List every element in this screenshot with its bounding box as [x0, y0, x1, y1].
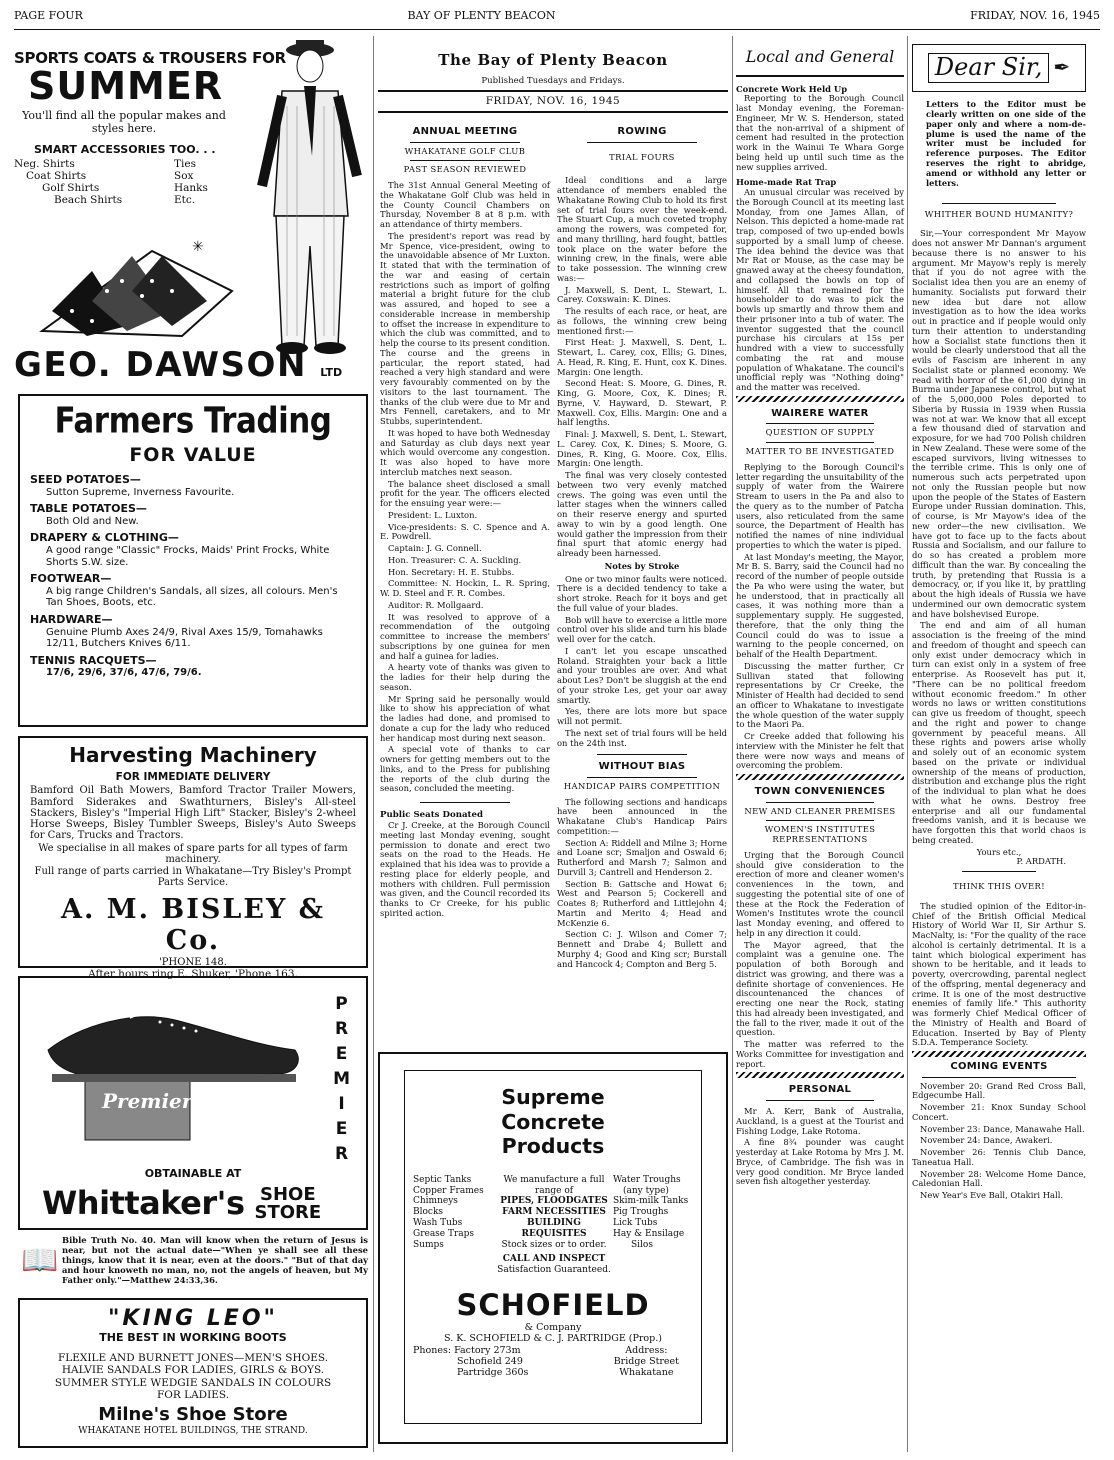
- bisley-after-hours: After hours ring E. Shuker, 'Phone 163.: [88, 968, 298, 981]
- product-item: Copper Frames: [413, 1185, 484, 1196]
- article-paragraph: The next set of trial fours will be held on the 24th inst.: [557, 727, 727, 748]
- officer-line: Auditor: R. Mollgaard.: [388, 599, 484, 610]
- premier-letter: I: [338, 1094, 345, 1114]
- event-item: November 26: Tennis Club Dance, Taneatua Hall.: [912, 1147, 1086, 1167]
- premier-letter: E: [335, 1044, 348, 1064]
- rowing-article: [557, 120, 728, 969]
- event-item: November 24: Dance, Awakeri.: [920, 1135, 1053, 1146]
- letters-column: [912, 36, 1086, 1454]
- article-subheading: HANDICAP PAIRS COMPETITION: [563, 780, 721, 791]
- article-paragraph: Replying to the Borough Council's letter regarding the unsuitability of the supply of water from the Wairere Stream to users in the Pa and also to the query as to the number of Patcha users, also reticulated from the same source, the Department of Health has notified the names of nine individual properties to which the water is piped.: [736, 461, 904, 550]
- product-item: (any type): [623, 1185, 669, 1196]
- article-heading: WITHOUT BIAS: [598, 761, 686, 773]
- dear-sir-text: Dear Sir,: [928, 53, 1049, 83]
- article-paragraph: Bob will have to exercise a little more control over his slide and turn his blade well over for the catch.: [557, 614, 727, 645]
- product-item: Chimneys: [413, 1196, 458, 1207]
- article-paragraph: The matter was referred to the Works Committee for investigation and report.: [736, 1039, 904, 1069]
- whittaker-name: Whittaker's: [42, 1184, 245, 1222]
- bisley-name: A. M. BISLEY & Co.: [61, 894, 325, 957]
- article-subheading: QUESTION OF SUPPLY: [765, 427, 875, 438]
- product-item: Hay & Ensilage: [613, 1228, 685, 1239]
- schofield-mid: FARM NECESSITIES: [502, 1207, 606, 1218]
- article-paragraph: The final was very closely contested between two very evenly matched crews. The going was even until the latter stages when the winners called on their reserve energy and spurted away to win by a good length. One would gather the impression from their final spurt that atomic energy had already been harnessed.: [557, 470, 727, 559]
- shoe-illustration: [40, 990, 305, 1145]
- article-subheading: NEW AND CLEANER PREMISES: [744, 805, 896, 816]
- schofield-name: SCHOFIELD: [456, 1287, 650, 1322]
- letter-paragraph: The studied opinion of the Editor-in-Chief of the British Official Medical History of World War II, Sir Arthur S. MacNalty, is: "For the quality of the race alcohol is certainly detrimental. It is a taint which biological experiment has shown to be heritable, and it leads to poverty, overcrowding, parental neglect of the offspring, mental degeneracy and crime. It is one of the most destructive enemies of family life." This authority was formerly Chief Medical Officer of the Ministry of Health and Board of Education. Inserted by Bay of Plenty S.D.A. Temperance Society.: [912, 900, 1086, 1048]
- product-item: Silos: [631, 1239, 653, 1250]
- premier-letter: P: [335, 994, 348, 1014]
- section-heading: FOOTWEAR—: [30, 572, 112, 586]
- section-heading: SEED POTATOES—: [30, 472, 141, 486]
- dawson-intro: You'll find all the popular makes and styles here.: [22, 109, 226, 136]
- whittaker-ad: [18, 976, 368, 1230]
- letters-notice: Letters to the Editor must be clearly written on one side of the paper only and where a nom-de-plume is used the name of the writer must be included for reference purposes. The Editor reserves the right to abridge, amend or withhold any letter or letters.: [926, 99, 1086, 188]
- officer-line: President: L. Luxton.: [388, 509, 478, 520]
- section-heading: HARDWARE—: [30, 612, 113, 626]
- article-paragraph: One or two minor faults were noticed. There is a decided tendency to take a short stroke. Reach for it boys and get the full value of your blades.: [557, 573, 727, 613]
- letter-paragraph: The end and aim of all human association is the freeing of the mind and freedom of thought and speech can only exist under democracy which in turn can exist only in a system of free enterprise. As Roosevelt has put it, "There can be no political freedom without economic freedom." In other words no laws or written constitutions can give us freedom of thought, speech and the right and power to change government by peaceful means. All these rights and powers arise wholly and solely out of an economic system based on the private or individual ownership of the means of production, distribution and exchange plus the right of the individual to plan what he does with what he owns. Destroy free enterprise and all our fundamental freedoms vanish, and it is because we have forgotten this that world chaos is being created.: [912, 620, 1086, 845]
- ties-illustration: [32, 231, 247, 341]
- article-subheading: MATTER TO BE INVESTIGATED: [745, 446, 895, 457]
- masthead-date: FRIDAY, NOV. 16, 1945: [485, 95, 621, 108]
- masthead: [378, 36, 728, 116]
- article-paragraph: Ideal conditions and a large attendance of members enabled the Whakatane Rowing Club to hold its first set of trial fours over the week-end. The Stuart Cup, a much coveted trophy among the rowers, was competed for, and many thrilling, hard fought, battles took place on the water before the winning crew, in the finals, were able to take possession. The winning crew was:—: [557, 175, 728, 283]
- list-item: Hanks: [174, 181, 208, 194]
- article-heading: WAIRERE WATER: [771, 407, 869, 419]
- paper-title: The Bay of Plenty Beacon: [438, 51, 668, 69]
- article-paragraph: A special vote of thanks to car owners for getting members out to the links, and to the Press for publishing the reports of the club during the season, concluded the meeting.: [380, 744, 550, 794]
- list-item: Coat Shirts: [26, 169, 87, 182]
- article-paragraph: A fine 8¾ pounder was caught yesterday at Lake Rotoma by Mrs J. M. Bryce, of Cambridge. The fish was in very good condition. Mr Bryce landed seven fish altogether yesterday.: [736, 1137, 904, 1187]
- concrete-heading: Concrete Work Held Up: [736, 83, 848, 94]
- dawson-smart: SMART ACCESSORIES TOO. . .: [34, 142, 216, 156]
- whittaker-obtainable: OBTAINABLE AT: [144, 1167, 242, 1180]
- dawson-summer: SUMMER: [28, 64, 224, 109]
- officer-line: Captain: J. G. Connell.: [388, 543, 482, 554]
- schofield-mid: CALL AND INSPECT: [502, 1254, 606, 1265]
- section-body: Both Old and New.: [46, 515, 139, 527]
- svg-text:✳: ✳: [192, 239, 204, 255]
- bisley-body: Bamford Oil Bath Mowers, Bamford Tractor Trailer Mowers, Bamford Siderakes and Swathturners, Bisley's All-steel Stackers, Bisley's "Imperial High Lift" Stacker, Bisley's 2-wheel Horse Sweeps, Bisley Tumbler Sweeps, Bisley's Auto Sweeps for Cars, Trucks and Tractors.: [30, 785, 356, 842]
- bisley-body: Full range of parts carried in Whakatane—Try Bisley's Prompt Parts Service.: [34, 865, 352, 888]
- dawson-headline: SPORTS COATS & TROUSERS FOR: [14, 49, 286, 67]
- dear-sir-banner: [912, 44, 1086, 92]
- schofield-address: Bridge Street: [613, 1355, 679, 1367]
- product-item: Septic Tanks: [413, 1174, 472, 1185]
- premier-letter: M: [333, 1069, 350, 1089]
- schofield-address: Whakatane: [619, 1366, 674, 1378]
- section-heading: TABLE POTATOES—: [30, 502, 147, 516]
- event-item: New Year's Eve Ball, Otakiri Hall.: [920, 1190, 1064, 1201]
- farmers-title: Farmers Trading: [54, 400, 332, 442]
- notes-heading: Notes by Stroke: [604, 560, 680, 571]
- section-heading: TENNIS RACQUETS—: [30, 653, 157, 667]
- list-item: Ties: [174, 157, 196, 170]
- dawson-ltd: LTD: [320, 366, 343, 379]
- whittaker-shoe-store: [254, 1184, 322, 1223]
- schofield-phone: Partridge 360s: [457, 1366, 529, 1378]
- article-paragraph: A hearty vote of thanks was given to the ladies for their help during the season.: [380, 662, 550, 692]
- premier-letter: E: [335, 1119, 348, 1139]
- article-paragraph: The Mayor agreed, that the complaint was a genuine one. The population of both Borough and district was growing, and there was a definite shortage of conveniences. He discountenanced the chances of erecting one near the Rock, stating this had already been investigated, and the fall to the river, made it out of the question.: [736, 939, 904, 1038]
- events-heading: COMING EVENTS: [950, 1061, 1048, 1073]
- article-paragraph: The president's report was read by Mr Spence, vice-president, owing to the unavoidable absence of Mr Luxton. It stated that with the termination of the war and easing of certain restrictions such as import of golfing material a bright future for the club was assured, and hoped to see a considerable increase in membership to offset the increase in expenditure to which the club was committed, and to help the course to its present condition. The course and the greens in particular, the report stated, had reached a very high standard and were very favourably commented on by the visitors to the last tournament. The thanks of the club were due to Mr and Mrs Fennell, caretakers, and to Mr Stubbs, superintendent.: [380, 230, 550, 427]
- premier-box-label: Premier: [102, 1089, 193, 1113]
- article-paragraph: Section C: J. Wilson and Comer 7; Bennett and Drabe 4; Bullett and Murphy 4; Good and King scr; Burstall and Hancock 4; Compton and Berg 5.: [557, 929, 727, 969]
- product-item: Grease Traps: [413, 1228, 475, 1239]
- king-leo-title: "KING LEO": [107, 1306, 279, 1331]
- product-item: Skim-milk Tanks: [613, 1196, 689, 1207]
- list-item: Beach Shirts: [54, 194, 123, 207]
- local-heading: Local and General: [745, 47, 895, 66]
- article-subheading: PAST SEASON REVIEWED: [403, 164, 527, 175]
- premier-letter: R: [334, 1144, 349, 1164]
- schofield-mid: Satisfaction Guaranteed.: [497, 1265, 611, 1276]
- schofield-mid: Stock sizes or to order.: [501, 1239, 607, 1250]
- article-subheading: WHAKATANE GOLF CLUB: [404, 145, 526, 156]
- schofield-phone: Phones: Factory 273m: [413, 1344, 521, 1356]
- article-paragraph: Section A: Riddell and Milne 3; Horne and Loane scr; Smaljon and Oswald 6; Rutherford and Marsh 7; Salmon and Durvill 3; Cantrell and Henderson 2.: [557, 837, 727, 877]
- milne-store: Milne's Shoe Store: [98, 1403, 288, 1425]
- article-paragraph: J. Maxwell, S. Dent, L. Stewart, L. Carey. Coxswain: K. Dines.: [557, 284, 727, 305]
- article-paragraph: At last Monday's meeting, the Mayor, Mr B. S. Barry, said the Council had no record of the number of people outside the Pa who were using the water, but he understood, that in practically all cases, it was nothing more than a supplementary supply. He suggested, therefore, that the only thing the Council could do was to issue a warning to the people concerned, on behalf of the Health Department.: [736, 551, 904, 660]
- article-paragraph: I can't let you escape unscathed Roland. Straighten your back a little and your troubles are over. And what about Les? Don't be sluggish at the end of your stroke Les, get your oar away smartly.: [557, 645, 727, 705]
- article-paragraph: Final: J. Maxwell, S. Dent, L. Stewart, L. Carey. Cox, K. Dines; S. Moore, G. Dines, R. King, G. Moore. Cox, Ellis. Margin: One length.: [557, 429, 727, 469]
- schofield-ad: [378, 1052, 728, 1444]
- event-item: November 23: Dance, Manawahe Hall.: [920, 1123, 1085, 1134]
- article-paragraph: Urging that the Borough Council should give consideration to the erection of more and cleaner women's conveniences in the town, and suggesting the potential site of one of these at the Rock the Federation of Women's Institutes wrote the council last Monday evening, and offered to help in any direction it could.: [736, 849, 904, 938]
- published-days: Published Tuesdays and Fridays.: [481, 76, 625, 87]
- quill-icon: ✒: [1053, 55, 1071, 80]
- section-body: Genuine Plumb Axes 24/9, Rival Axes 15/9, Tomahawks 12/11, Butchers Knives 6/11.: [46, 626, 323, 650]
- schofield-inner: [404, 1070, 702, 1424]
- article-heading: PERSONAL: [788, 1084, 852, 1096]
- bisley-body: We specialise in all makes of spare parts for all types of farm machinery.: [38, 843, 348, 866]
- product-item: Blocks: [413, 1207, 444, 1218]
- whittaker-shoe: SHOE: [260, 1184, 316, 1206]
- article-subheading: TRIAL FOURS: [609, 151, 675, 162]
- article-paragraph: Mr A. Kerr, Bank of Australia, Auckland, is a guest at the Tourist and Fishing Lodge, Lake Rotoma.: [736, 1106, 904, 1136]
- article-paragraph: The 31st Annual General Meeting of the Whakatane Golf Club was held in the County Council Chambers on Thursday, November 8 at 8 p.m. with an attendance of thirty members.: [380, 180, 550, 230]
- event-item: November 28: Welcome Home Dance, Caledonian Hall.: [912, 1168, 1086, 1189]
- book-icon: 📖: [21, 1243, 59, 1278]
- article-paragraph: Mr Spring said he personally would like to show his appreciation of what the ladies had done, and promised to donate a cup for the lady who reduced her handicap most during next season.: [380, 693, 550, 743]
- milne-line: FOR LADIES.: [156, 1388, 230, 1401]
- letter-yours: Yours etc.,: [976, 846, 1022, 857]
- bible-truth-ad: [18, 1236, 368, 1294]
- list-item: Sox: [174, 169, 194, 182]
- milne-line: HALVIE SANDALS FOR LADIES, GIRLS & BOYS.: [61, 1364, 325, 1377]
- section-body: A big range Children's Sandals, all sizes, all colours. Men's Tan Shoes, Boots, etc.: [46, 585, 338, 609]
- article-paragraph: Cr J. Creeke, at the Borough Council meeting last Monday evening, sought permission to donate and erect two seats on the road to the Heads. He explained that his idea was to provide a resting place for elderly people, and mothers with children. Full permission was given, and the Council recorded its thanks to Cr Creeke, for his public spirited action.: [380, 820, 550, 918]
- article-paragraph: The balance sheet disclosed a small profit for the year. The officers elected for the ensuing year were:—: [380, 478, 550, 509]
- section-body: A good range "Classic" Frocks, Maids' Print Frocks, White Shorts S.W. size.: [46, 545, 330, 568]
- article-subheading: WOMEN'S INSTITUTES REPRESENTATIONS: [764, 824, 876, 845]
- dawson-name-text: GEO. DAWSON: [14, 345, 307, 385]
- list-item: Etc.: [174, 194, 196, 207]
- officer-line: Vice-presidents: S. C. Spence and A. E. Powdrell.: [380, 521, 550, 542]
- article-paragraph: It was resolved to approve of a recommendation of the outgoing committee to increase the members' subscriptions by one guinea for men and half a guinea for ladies.: [380, 611, 550, 661]
- letter-signature: P. ARDATH.: [1016, 856, 1066, 867]
- product-item: Lick Tubs: [613, 1217, 658, 1228]
- list-item: Golf Shirts: [42, 181, 100, 194]
- article-paragraph: First Heat: J. Maxwell, S. Dent, L. Stewart, L. Carey, cox, Ellis; G. Dines, A. Head, R. King, E. Hunt, cox K. Dines. Margin: One length.: [557, 337, 727, 377]
- bisley-phone: 'PHONE 148.: [159, 956, 227, 968]
- golf-article: [380, 120, 550, 950]
- article-heading: ANNUAL MEETING: [412, 126, 518, 137]
- schofield-mid: PIPES, FLOODGATES: [500, 1196, 608, 1207]
- dawson-name: [14, 345, 343, 385]
- schofield-title: Supreme Concrete Products: [501, 1085, 605, 1159]
- bisley-title: Harvesting Machinery: [69, 743, 317, 767]
- product-item: Water Troughs: [613, 1174, 681, 1185]
- page-number: PAGE FOUR: [14, 9, 83, 22]
- schofield-phone: Schofield 249: [457, 1355, 523, 1367]
- letter-heading: WHITHER BOUND HUMANITY?: [924, 208, 1074, 219]
- article-paragraph: Second Heat: S. Moore, G. Dines, R. King, G. Moore, Cox, K. Dines; R. Byrne, V. Hayward, D. Stewart, P. Maxwell. Cox, Ellis. Margin: One and a half lengths.: [557, 378, 727, 428]
- paper-name: BAY OF PLENTY BEACON: [407, 9, 556, 22]
- article-paragraph: Cr Creeke added that following his interview with the Minister he felt that there were now ways and means of overcoming the problem.: [736, 731, 904, 771]
- officer-line: Hon. Treasurer: C. A. Suckling.: [388, 554, 522, 565]
- product-item: Pig Troughs: [613, 1207, 669, 1218]
- whittaker-store: STORE: [254, 1201, 322, 1223]
- article-paragraph: An unusual circular was received by the Borough Council at its meeting last Monday, from one James Allan, of Nelson. This depicted a home-made rat trap, composed of two up-ended bowls supported by a small lump of cheese. The idea behind the device was that Mr Rat or Mouse, as the case may be gnawed away at the cheesy foundation, and collapsed the bowls on top of himself. All that remained for the householder to do was to pick the bowls up smartly and throw them and their prisoner into a tub of water. The inventor suggested that the council purchase his circulars at 15s per hundred with a view to successfully combating the rat and mouse population of Whakatane. The council's unofficial reply was "Nothing doing" and the matter was received.: [736, 187, 904, 393]
- bisley-delivery: FOR IMMEDIATE DELIVERY: [115, 771, 271, 784]
- dawson-ad: [14, 36, 369, 386]
- event-item: November 20: Grand Red Cross Ball, Edgecumbe Hall.: [912, 1080, 1086, 1101]
- milne-line: FLEXILE AND BURNETT JONES—MEN'S SHOES.: [57, 1352, 329, 1365]
- event-item: November 21: Knox Sunday School Concert.: [912, 1102, 1086, 1122]
- schofield-address: Address:: [625, 1344, 668, 1356]
- ads-column: [14, 36, 369, 1454]
- letter-heading: THINK THIS OVER!: [953, 881, 1045, 892]
- issue-date: FRIDAY, NOV. 16, 1945: [970, 9, 1100, 22]
- schofield-mid: BUILDING REQUISITES: [521, 1217, 587, 1239]
- schofield-company: & Company: [524, 1321, 582, 1333]
- section-body: Sutton Supreme, Inverness Favourite.: [46, 486, 235, 498]
- article-paragraph: Reporting to the Borough Council last Monday evening, the Foreman-Engineer, Mr W. S. Henderson, stated that the non-arrival of a shipment of cement had resulted in the protection work in the Wainui Te Whara Gorge being held up until such time as the new supplies arrived.: [736, 93, 904, 172]
- letter-paragraph: Sir,—Your correspondent Mr Mayow does not answer Mr Dannan's argument because there is no answer to his argument. Mr Mayow's reply is merely that if you do not agree with the Socialist idea then you are an enemy of humanity. Socialists put forward their new idea but dare not allow investigation as to how the idea works out in practice and if people would only turn their attention to understanding how a Socialist state functions then it would be clearly understood that all the evils of Fascism are inherent in any Socialist state or planned economy. We read with horror of the 61,000 dying in Burma under Japanese control, but what of the 5,000,000 Poles deported to Siberia by Russia in 1939 when Russia was not at war. We know that all except a few thousand died of starvation and exposure, for we had 700 Polish children in New Zealand. These were some of the escaped survivors, living witnesses to the terrible crime. This is only one of numerous such acts perpetrated upon not only the Russian people but now upon the people of the States of Eastern Europe under Russian domination. This, of course, is Mr Mayow's idea of the new order—the new civilisation. We have got to face up to the facts about Russia and Socialism, and our failure to do so has created a problem more difficult than the war. By concealing the truth, by pretending that Russia is a democracy, or, if you like it, by prattling about the high ideals of Russia we have undermined our own democratic system and have bolshevised Europe.: [912, 228, 1086, 619]
- section-body: 17/6, 29/6, 37/6, 47/6, 79/6.: [46, 667, 202, 679]
- milne-ad: [18, 1298, 368, 1448]
- farmers-trading-ad: [18, 394, 368, 727]
- man-in-suit-illustration: [252, 36, 367, 356]
- article-paragraph: The results of each race, or heat, are as follows, the winning crew being mentioned first:—: [557, 306, 727, 336]
- bisley-ad: [18, 736, 368, 981]
- article-paragraph: Yes, there are lots more but space will not permit.: [557, 706, 727, 727]
- article-paragraph: Section B: Gattsche and Howat 6; West and Pearson 5; Cockerell and Coates 8; Rutherford and Littlejohn 4; Martin and Merito 4; Head and McKenzie 6.: [557, 878, 727, 928]
- farmers-subtitle: FOR VALUE: [129, 443, 257, 466]
- schofield-props: S. K. SCHOFIELD & C. J. PARTRIDGE (Prop.): [444, 1332, 662, 1344]
- officer-line: Hon. Secretary: H. E. Stubbs.: [388, 566, 515, 577]
- local-column: [736, 36, 904, 1454]
- milne-line: SUMMER STYLE WEDGIE SANDALS IN COLOURS: [54, 1376, 332, 1389]
- list-item: Neg. Shirts: [14, 157, 75, 170]
- schofield-mid: We manufacture a full range of: [503, 1174, 605, 1196]
- article-paragraph: The following sections and handicaps have been announced in the Whakatane Club's Handicap Pairs competition:—: [557, 796, 727, 836]
- article-heading: ROWING: [617, 126, 667, 137]
- article-paragraph: Discussing the matter further, Cr Sullivan stated that following representations by Cr Creeke, the Minister of Health had decided to send an officer to Whakatane to investigate the whole question of the water supply to the Maori Pa.: [736, 660, 904, 730]
- rat-heading: Home-made Rat Trap: [736, 177, 837, 188]
- officer-line: Committee: N. Hockin, L. R. Spring, W. D. Steel and F. R. Combes.: [380, 578, 550, 599]
- section-heading: DRAPERY & CLOTHING—: [30, 531, 179, 545]
- seats-heading: Public Seats Donated: [380, 810, 483, 821]
- king-leo-subtitle: THE BEST IN WORKING BOOTS: [99, 1330, 287, 1344]
- article-paragraph: It was hoped to have both Wednesday and Saturday as club days next year which would overcome any congestion. It was also hoped to have more interclub matches next season.: [380, 427, 550, 477]
- premier-vertical: [333, 992, 350, 1167]
- premier-letter: R: [334, 1019, 349, 1039]
- product-item: Wash Tubs: [413, 1217, 463, 1228]
- milne-address: WHAKATANE HOTEL BUILDINGS, THE STRAND.: [78, 1425, 308, 1436]
- bible-text: Bible Truth No. 40. Man will know when the return of Jesus is near, but not the actual date—"When ye shall see all these things, know that it is near, even at the doors." "But of that day and hour knoweth no man, no, not the angels of heaven, but My Father only."—Matthew 24:33,36.: [62, 1235, 368, 1285]
- product-item: Sumps: [413, 1239, 444, 1250]
- page-header: [14, 10, 1100, 30]
- whittaker-name-row: [42, 1185, 321, 1222]
- article-heading: TOWN CONVENIENCES: [754, 786, 886, 798]
